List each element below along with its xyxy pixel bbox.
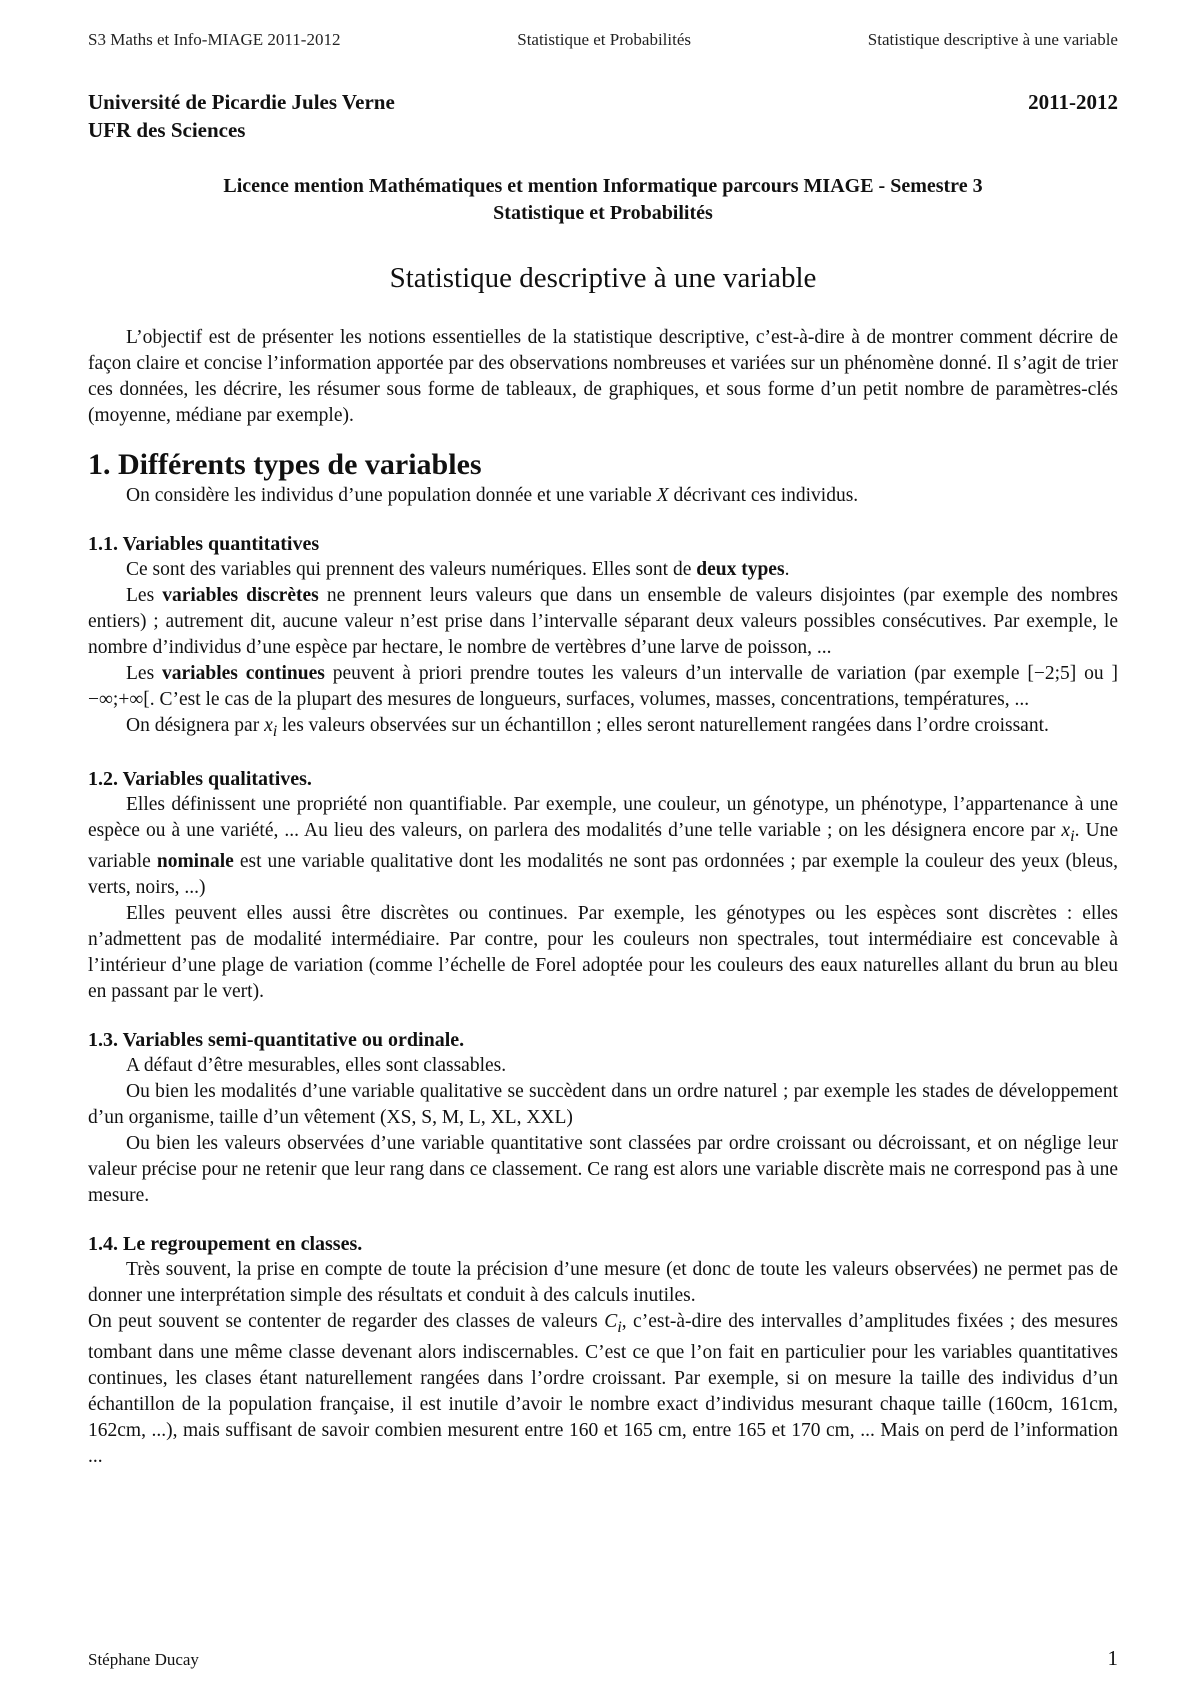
- institution-block: [88, 88, 1118, 144]
- header-course: S3 Maths et Info-MIAGE 2011-2012: [88, 30, 341, 49]
- s11-paragraph-4: On désignera par $x_i$ les valeurs observées sur un échantillon ; elles seront naturellement rangées dans l’ordre croissant.: [126, 715, 1049, 740]
- s14-paragraph-1: Très souvent, la prise en compte de toute la précision d’une mesure (et donc de toute les valeurs observées) ne permet pas de donner une interprétation simple des résultats et conduit à des calculs inutiles.: [88, 1258, 1118, 1306]
- program-line-1: Licence mention Mathématiques et mention Informatique parcours MIAGE - Semestre 3: [223, 175, 983, 197]
- section-1-4-heading: 1.4. Le regroupement en classes.: [88, 1232, 363, 1255]
- program-line-2: Statistique et Probabilités: [493, 202, 713, 224]
- university-name: Université de Picardie Jules Verne: [88, 90, 395, 114]
- s12-paragraph-2: Elles peuvent elles aussi être discrètes ou continues. Par exemple, les génotypes ou les espèces sont discrètes : elles n’admettent pas de modalité intermédiaire. Par contre, pour les couleurs non spectrales, tout intermédiaire est concevable à l’intérieur d’une plage de variation (comme l’échelle de Forel adoptée pour les couleurs des eaux naturelles allant du brun au bleu en passant par le vert).: [88, 902, 1118, 1002]
- page-footer: [88, 1646, 1118, 1671]
- academic-year: 2011-2012: [1028, 90, 1118, 114]
- author-name: Stéphane Ducay: [88, 1650, 199, 1669]
- s11-paragraph-2: Les variables discrètes ne prennent leurs valeurs que dans un ensemble de valeurs disjointes (par exemple des nombres entiers) ; autrement dit, aucune valeur n’est prise dans l’intervalle séparant deux valeurs possibles consécutives. Par exemple, le nombre d’individus d’une espèce par hectare, le nombre de vertèbres d’une larve de poisson, ...: [88, 585, 1118, 658]
- s12-paragraph-1: Elles définissent une propriété non quantifiable. Par exemple, une couleur, un génotype, un phénotype, l’appartenance à une espèce ou à une variété, ... Au lieu des valeurs, on parlera des modalités d’une telle variable ; on les désignera encore par $x_i$. Une variable nominale est une variable qualitative dont les modalités ne sont pas ordonnées ; par exemple la couleur des yeux (bleus, verts, noirs, ...): [88, 793, 1119, 898]
- document-body: [88, 325, 1118, 1470]
- faculty-name: UFR des Sciences: [88, 118, 246, 142]
- section-1-1-heading: 1.1. Variables quantitatives: [88, 533, 320, 555]
- running-header: [88, 30, 1118, 50]
- header-chapter: Statistique descriptive à une variable: [867, 30, 1118, 49]
- program-block: [88, 173, 1118, 227]
- s11-paragraph-3: Les variables continues peuvent à priori prendre toutes les valeurs d’un intervalle de variation (par exemple [−2;5] ou ]−∞;+∞[. C’est le cas de la plupart des mesures de longueurs, surfaces, volumes, masses, concentrations, températures, ...: [88, 663, 1118, 710]
- section-1-2-heading: 1.2. Variables qualitatives.: [88, 767, 312, 790]
- s14-paragraph-2: On peut souvent se contenter de regarder des classes de valeurs $C_i$, c’est-à-dire des intervalles d’amplitudes fixées ; des mesures tombant dans une même classe devenant alors indiscernables. C’est ce que l’on fait en particulier pour les variables quantitatives continues, les clases étant naturellement rangées dans l’ordre croissant. Par exemple, si on mesure la taille des individus d’un échantillon de la population française, il est inutile d’avoir le nombre exact d’individus mesurant chaque taille (160cm, 161cm, 162cm, ...), mais suffisant de savoir combien mesurent entre 160 et 165 cm, entre 165 et 170 cm, ... Mais on perd de l’information ...: [88, 1310, 1118, 1467]
- header-subject: Statistique et Probabilités: [517, 30, 691, 49]
- s13-paragraph-2: Ou bien les modalités d’une variable qualitative se succèdent dans un ordre naturel ; par exemple les stades de développement d’un organisme, taille d’un vêtement (XS, S, M, L, XL, XXL): [88, 1080, 1118, 1128]
- section-1-heading: 1. Différents types de variables: [88, 448, 482, 481]
- page-title: Statistique descriptive à une variable: [389, 262, 817, 294]
- page-number: 1: [1107, 1646, 1118, 1670]
- section-1-intro: On considère les individus d’une population donnée et une variable X décrivant ces individus.: [126, 485, 859, 506]
- section-1-3-heading: 1.3. Variables semi-quantitative ou ordinale.: [88, 1028, 465, 1051]
- s13-paragraph-1: A défaut d’être mesurables, elles sont classables.: [126, 1054, 507, 1076]
- s13-paragraph-3: Ou bien les valeurs observées d’une variable quantitative sont classées par ordre croissant ou décroissant, et on néglige leur valeur précise pour ne retenir que leur rang dans ce classement. Ce rang est alors une variable discrète mais ne correspond pas à une mesure.: [88, 1132, 1118, 1206]
- intro-paragraph: L’objectif est de présenter les notions essentielles de la statistique descriptive, c’est-à-dire à de montrer comment décrire de façon claire et concise l’information apportée par des observations nombreuses et variées sur un phénomène donné. Il s’agit de trier ces données, les décrire, les résumer sous forme de tableaux, de graphiques, et sous forme d’un petit nombre de paramètres-clés (moyenne, médiane par exemple).: [88, 327, 1118, 426]
- s11-paragraph-1: Ce sont des variables qui prennent des valeurs numériques. Elles sont de deux types.: [126, 559, 790, 580]
